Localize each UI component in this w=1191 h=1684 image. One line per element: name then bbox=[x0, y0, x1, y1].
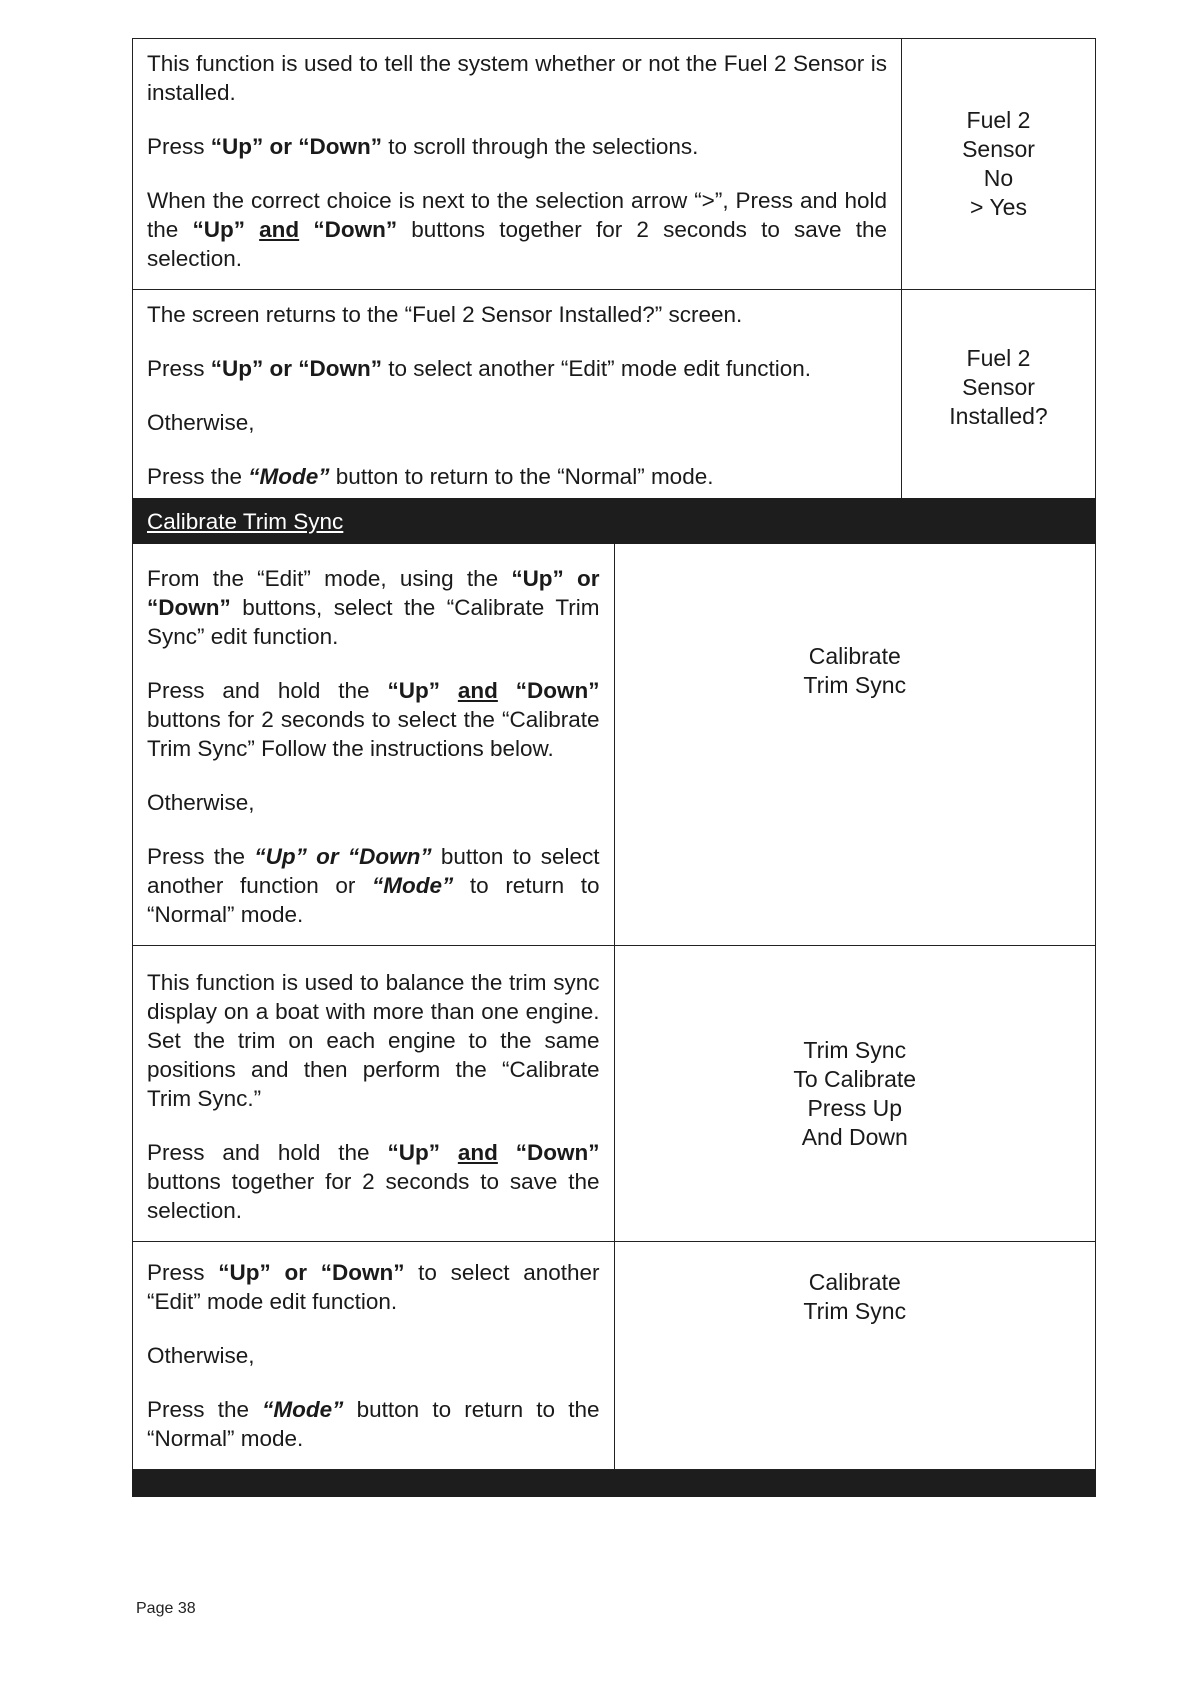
emphasis-text: “Up” or “Down” bbox=[147, 566, 600, 620]
instruction-paragraph: Press and hold the “Up” and “Down” buttons together for 2 seconds to save the selection. bbox=[147, 1140, 600, 1223]
emphasis-text: “Down” bbox=[299, 217, 398, 242]
display-readout bbox=[614, 544, 1096, 946]
emphasis-text: “Up” bbox=[387, 1140, 458, 1165]
display-line: Trim Sync bbox=[803, 1298, 907, 1324]
instruction-paragraph: This function is used to tell the system whether or not the Fuel 2 Sensor is installed. bbox=[147, 51, 887, 105]
display-line: Sensor bbox=[962, 136, 1035, 162]
display-line: Fuel 2 bbox=[966, 107, 1031, 133]
display-line: Sensor bbox=[962, 374, 1035, 400]
instruction-paragraph: Otherwise, bbox=[147, 790, 255, 815]
emphasis-text: and bbox=[259, 217, 300, 242]
instruction-paragraph: Press “Up” or “Down” to select another “Edit” mode edit function. bbox=[147, 356, 811, 381]
instruction-paragraph: Press “Up” or “Down” to scroll through the selections. bbox=[147, 134, 699, 159]
instruction-cell bbox=[133, 1242, 615, 1470]
emphasis-text: “Mode” bbox=[248, 464, 330, 489]
instruction-paragraph: Press the “Up” or “Down” button to select another function or “Mode” to return to “Normal” mode. bbox=[147, 844, 600, 927]
fuel2-sensor-table bbox=[132, 38, 1096, 508]
display-readout bbox=[902, 290, 1096, 508]
table-row bbox=[133, 1242, 1096, 1470]
emphasis-text: “Down” bbox=[497, 1140, 600, 1165]
emphasis-text: “Up” bbox=[192, 217, 260, 242]
instruction-paragraph: This function is used to balance the trim sync display on a boat with more than one engine. Set the trim on each engine to the same positions and then perform the “Calibrate Trim Sync.” bbox=[147, 970, 600, 1111]
display-readout bbox=[902, 39, 1096, 290]
table-row bbox=[133, 946, 1096, 1242]
display-readout bbox=[614, 1242, 1096, 1470]
instruction-paragraph: The screen returns to the “Fuel 2 Sensor Installed?” screen. bbox=[147, 302, 743, 327]
instruction-paragraph: Press the “Mode” button to return to the “Normal” mode. bbox=[147, 464, 714, 489]
table-row bbox=[133, 290, 1096, 508]
page-number: Page 38 bbox=[136, 1600, 196, 1617]
emphasis-text: “Up” or “Down” bbox=[254, 844, 432, 869]
emphasis-text: and bbox=[457, 678, 498, 703]
instruction-paragraph: From the “Edit” mode, using the “Up” or “Down” buttons, select the “Calibrate Trim Sync” edit function. bbox=[147, 566, 600, 649]
emphasis-text: “Mode” bbox=[372, 873, 454, 898]
display-line: And Down bbox=[801, 1123, 908, 1150]
display-line: To Calibrate bbox=[793, 1065, 917, 1092]
section-header bbox=[133, 499, 1096, 544]
display-readout bbox=[614, 946, 1096, 1242]
instruction-cell bbox=[133, 39, 902, 290]
table-row bbox=[133, 39, 1096, 290]
instruction-cell bbox=[133, 544, 615, 946]
instruction-paragraph: Press “Up” or “Down” to select another “Edit” mode edit function. bbox=[147, 1260, 600, 1314]
display-line: Calibrate bbox=[808, 643, 901, 669]
display-line: Press Up bbox=[807, 1094, 903, 1121]
instruction-paragraph: Otherwise, bbox=[147, 410, 255, 435]
instruction-paragraph: Press and hold the “Up” and “Down” buttons for 2 seconds to select the “Calibrate Trim Sync” Follow the instructions below. bbox=[147, 678, 600, 761]
display-line: Installed? bbox=[949, 403, 1048, 429]
table-row bbox=[133, 544, 1096, 946]
emphasis-text: “Up” bbox=[387, 678, 458, 703]
instruction-cell bbox=[133, 946, 615, 1242]
emphasis-text: “Up” or “Down” bbox=[218, 1260, 405, 1285]
emphasis-text: and bbox=[457, 1140, 498, 1165]
calibrate-trim-sync-table bbox=[132, 498, 1096, 1497]
emphasis-text: “Down” bbox=[497, 678, 600, 703]
instruction-paragraph: When the correct choice is next to the selection arrow “>”, Press and hold the “Up” and “Down” buttons together for 2 seconds to save the selection. bbox=[147, 188, 887, 271]
emphasis-text: “Up” or “Down” bbox=[210, 356, 382, 381]
display-line: Fuel 2 bbox=[966, 345, 1031, 371]
section-footer-bar bbox=[133, 1470, 1096, 1497]
display-line: > Yes bbox=[970, 194, 1027, 220]
emphasis-text: “Up” or “Down” bbox=[210, 134, 382, 159]
display-line: Trim Sync bbox=[803, 1036, 907, 1063]
instruction-paragraph: Press the “Mode” button to return to the “Normal” mode. bbox=[147, 1397, 600, 1451]
section-title: Calibrate Trim Sync bbox=[147, 508, 344, 534]
emphasis-text: “Mode” bbox=[262, 1397, 344, 1422]
display-line: Calibrate bbox=[808, 1269, 901, 1295]
instruction-paragraph: Otherwise, bbox=[147, 1343, 255, 1368]
display-line: Trim Sync bbox=[803, 672, 907, 698]
display-line: No bbox=[983, 165, 1014, 191]
instruction-cell bbox=[133, 290, 902, 508]
